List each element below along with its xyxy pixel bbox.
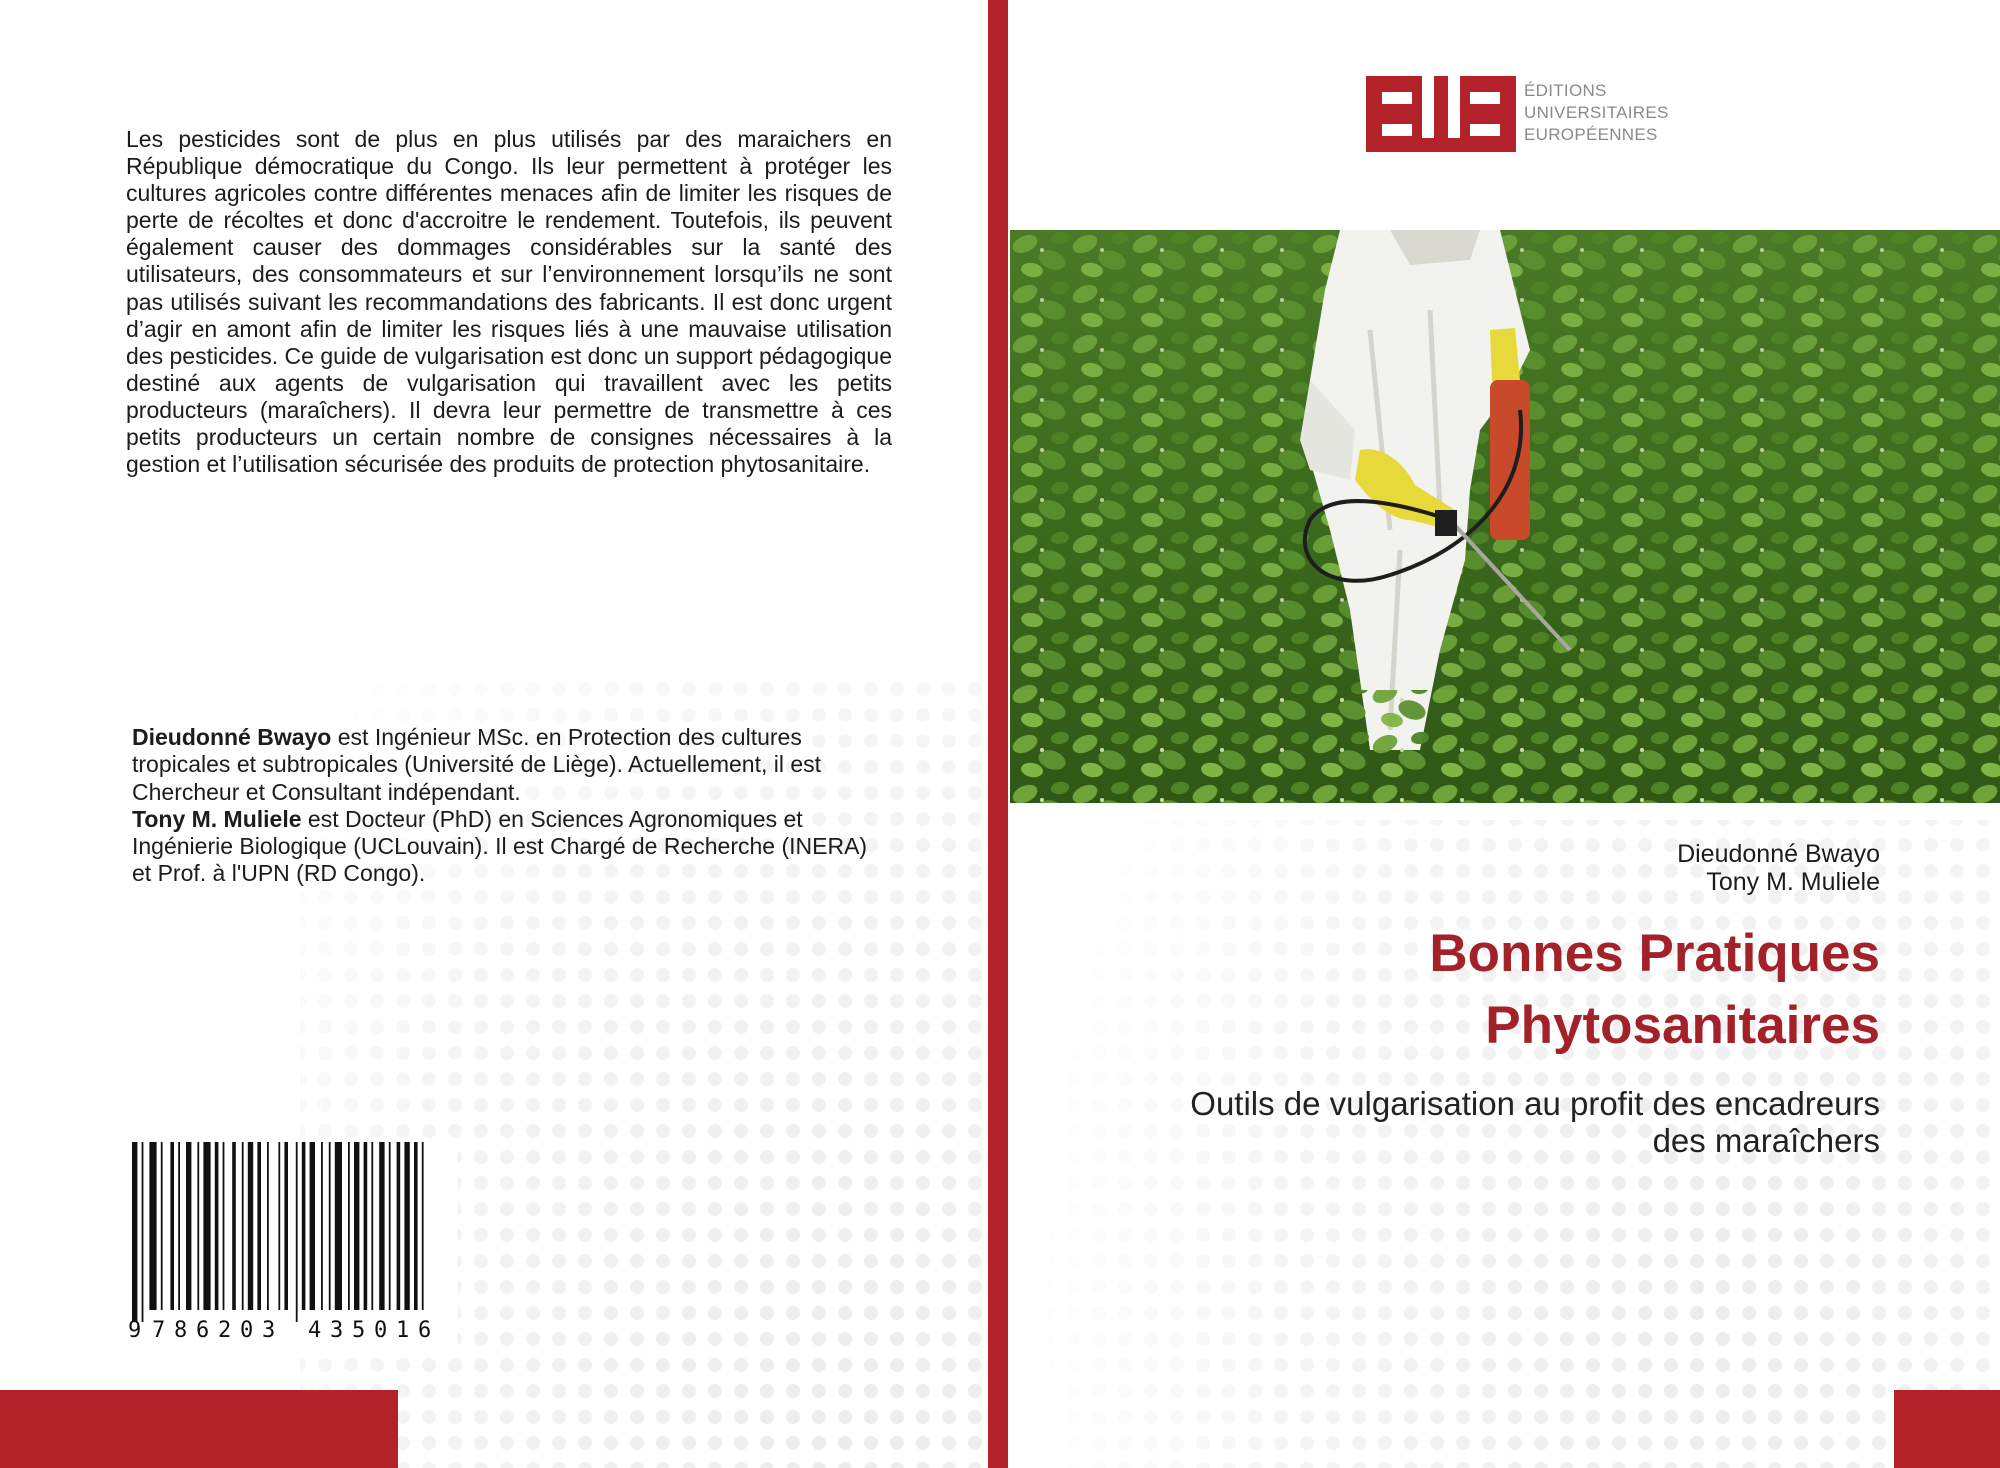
- subtitle-line2: des maraîchers: [1652, 1122, 1880, 1159]
- barcode-bar: [178, 1142, 180, 1310]
- bio2-text: est Docteur (PhD) en Sciences Agronomiques et Ingénierie Biologique (UCLouvain). Il est Chargé de Recherche (INERA) et Prof. à l'UPN (RD Congo).: [132, 805, 868, 887]
- barcode-bar: [223, 1142, 225, 1310]
- isbn-digit: 2: [218, 1318, 232, 1343]
- barcode-bar: [203, 1142, 210, 1310]
- barcode-bar: [161, 1142, 163, 1310]
- back-cover-blurb: Les pesticides sont de plus en plus utilisés par des maraichers en République démocratique du Congo. Ils leur permettent à protéger les cultures agricoles contre différentes menaces afin de limiter les risques de perte de récoltes et donc d'accroitre le rendement. Toutefois, ils peuvent également causer des dommages considérables sur la santé des utilisateurs, des consommateurs et sur l’environnement lorsqu’ils ne sont pas utilisés suivant les recommandations des fabricants. Il est donc urgent d’agir en amont afin de limiter les risques liés à une mauvaise utilisation des pesticides. Ce guide de vulgarisation est donc un support pédagogique destiné aux agents de vulgarisation qui travaillent avec les petits producteurs (maraîchers). Il devra leur permettre de transmettre à ces petits producteurs un certain nombre de consignes nécessaires à la gestion et l’utilisation sécurisée des produits de protection phytosanitaire.: [126, 126, 892, 478]
- isbn-digit: 0: [374, 1318, 388, 1343]
- barcode-bar: [422, 1142, 424, 1310]
- barcode-bar: [186, 1142, 191, 1310]
- title-line2: Phytosanitaires: [1485, 996, 1880, 1055]
- book-subtitle: [1080, 1085, 1880, 1159]
- barcode-bar: [371, 1142, 373, 1310]
- barcode-bar: [414, 1142, 418, 1310]
- barcode-bar: [232, 1142, 236, 1310]
- subtitle-line1: Outils de vulgarisation au profit des encadreurs: [1190, 1085, 1880, 1122]
- cover-authors: [1677, 840, 1880, 896]
- cover-author2: Tony M. Muliele: [1706, 868, 1880, 896]
- isbn-digit: 0: [240, 1318, 254, 1343]
- barcode-bar: [284, 1142, 288, 1310]
- barcode-bar: [364, 1142, 368, 1310]
- publisher-logo-icon: [1366, 76, 1516, 152]
- barcode-bar: [248, 1142, 253, 1310]
- cover-author1: Dieudonné Bwayo: [1677, 840, 1880, 868]
- publisher-line2: UNIVERSITAIRES: [1524, 103, 1669, 122]
- barcode-bar: [335, 1142, 342, 1310]
- barcode-bar: [404, 1142, 409, 1310]
- author-bios: [132, 724, 872, 888]
- barcode-bar: [397, 1142, 401, 1310]
- isbn-digit: 6: [418, 1318, 432, 1343]
- barcode-bar: [278, 1142, 280, 1310]
- isbn-digit: 8: [174, 1318, 188, 1343]
- barcode-bar: [354, 1142, 359, 1310]
- isbn-digit: 1: [396, 1318, 410, 1343]
- barcode-bar: [389, 1142, 391, 1310]
- barcode-bar: [348, 1142, 350, 1310]
- book-title: [1429, 918, 1880, 1062]
- barcode-bars: [128, 1142, 458, 1322]
- publisher-line3: EUROPÉENNES: [1524, 125, 1658, 144]
- barcode-bar: [296, 1142, 298, 1322]
- isbn-digit: 3: [330, 1318, 344, 1343]
- barcode-bar: [310, 1142, 315, 1310]
- bio1-name: Dieudonné Bwayo: [132, 724, 332, 750]
- bio1-text: est Ingénieur MSc. en Protection des cultures tropicales et subtropicales (Université de Liège). Actuellement, il est Chercheur et Consultant indépendant.: [132, 724, 822, 805]
- barcode-bar: [267, 1142, 269, 1310]
- red-band-back: [0, 1390, 398, 1468]
- title-line1: Bonnes Pratiques: [1429, 924, 1880, 983]
- book-spine: [988, 0, 1008, 1468]
- barcode-bar: [379, 1142, 384, 1310]
- barcode-bar: [321, 1142, 323, 1310]
- publisher-line1: ÉDITIONS: [1524, 81, 1607, 100]
- publisher-name: [1524, 80, 1669, 146]
- barcode-bar: [142, 1142, 144, 1322]
- isbn-digit: 3: [262, 1318, 276, 1343]
- isbn-digit: 5: [352, 1318, 366, 1343]
- isbn-digit: 9: [128, 1318, 142, 1343]
- barcode-bar: [197, 1142, 199, 1310]
- isbn-barcode: [128, 1142, 458, 1347]
- barcode-bar: [170, 1142, 174, 1310]
- barcode-bar: [132, 1142, 137, 1322]
- barcode-bar: [149, 1142, 156, 1310]
- barcode-bar: [215, 1142, 219, 1310]
- cover-photo: [1010, 230, 2000, 803]
- bio2-name: Tony M. Muliele: [132, 805, 302, 832]
- barcode-bar: [302, 1142, 306, 1310]
- isbn-digit: 6: [196, 1318, 210, 1343]
- isbn-digit: 4: [308, 1318, 322, 1343]
- barcode-bar: [242, 1142, 244, 1310]
- red-band-front: [1894, 1390, 2000, 1468]
- barcode-bar: [257, 1142, 261, 1310]
- isbn-digit: 7: [152, 1318, 166, 1343]
- barcode-bar: [329, 1142, 331, 1310]
